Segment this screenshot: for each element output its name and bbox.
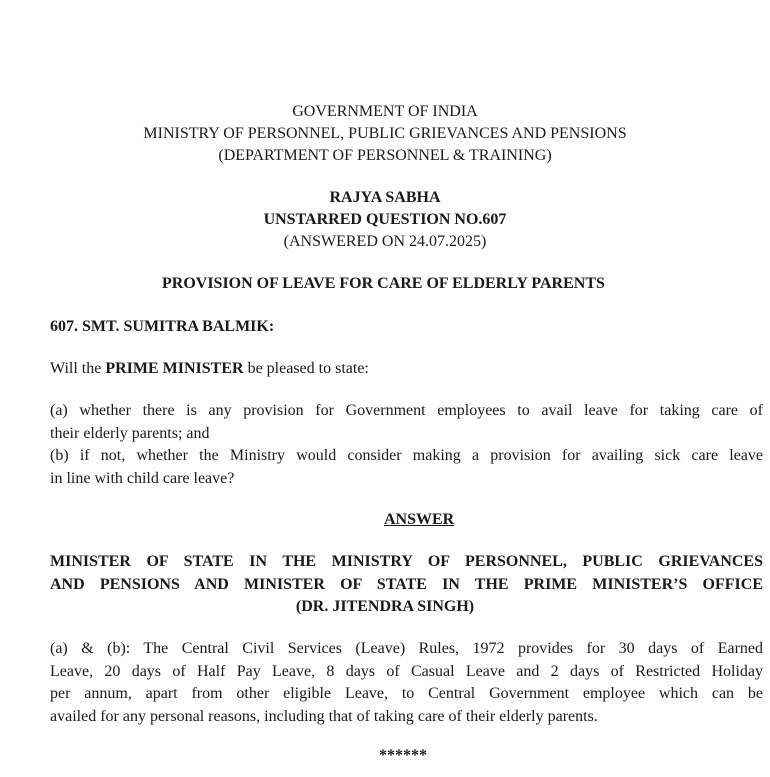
answer-line-2: Leave, 20 days of Half Pay Leave, 8 days of Casual Leave and 2 days of Restricted Holiday [50,662,763,680]
intro-sentence [50,358,369,380]
house-name: RAJYA SABHA [329,189,441,206]
question-b-line-1: (b) if not, whether the Ministry would consider making a provision for availing sick care leave [50,447,763,464]
intro-prefix: Will the [50,360,106,377]
answer-block [50,638,763,728]
questions-block [50,400,763,490]
header-ministry: MINISTRY OF PERSONNEL, PUBLIC GRIEVANCES AND PENSIONS [143,125,627,142]
member-name: 607. SMT. SUMITRA BALMIK: [50,318,275,335]
intro-suffix: be pleased to state: [243,360,369,377]
answer-line-4: availed for any personal reasons, including that of taking care of their elderly parents. [50,707,598,725]
minister-name: (DR. JITENDRA SINGH) [295,598,475,615]
question-a-line-1: (a) whether there is any provision for Government employees to avail leave for taking care of [50,402,763,419]
answered-date: (ANSWERED ON 24.07.2025) [283,233,487,250]
answer-line-3: per annum, apart from other eligible Leave, to Central Government employee which can be [50,685,763,702]
question-number: UNSTARRED QUESTION NO.607 [263,211,507,228]
minister-line-1: MINISTER OF STATE IN THE MINISTRY OF PERSONNEL, PUBLIC GRIEVANCES [50,553,763,570]
question-a-line-2: their elderly parents; and [50,424,210,442]
minister-block [50,551,763,596]
answer-line-1: (a) & (b): The Central Civil Services (Leave) Rules, 1972 provides for 30 days of Earned [50,640,763,657]
header-department: (DEPARTMENT OF PERSONNEL & TRAINING) [218,147,552,164]
header-government: GOVERNMENT OF INDIA [292,103,478,120]
minister-line-2: AND PENSIONS AND MINISTER OF STATE IN THE PRIME MINISTER’S OFFICE [50,575,763,593]
answer-heading: ANSWER [384,511,455,528]
subject-title: PROVISION OF LEAVE FOR CARE OF ELDERLY PARENTS [162,275,605,292]
question-b-line-2: in line with child care leave? [50,469,235,487]
end-mark: ****** [379,747,427,764]
intro-emphasis: PRIME MINISTER [105,360,244,377]
